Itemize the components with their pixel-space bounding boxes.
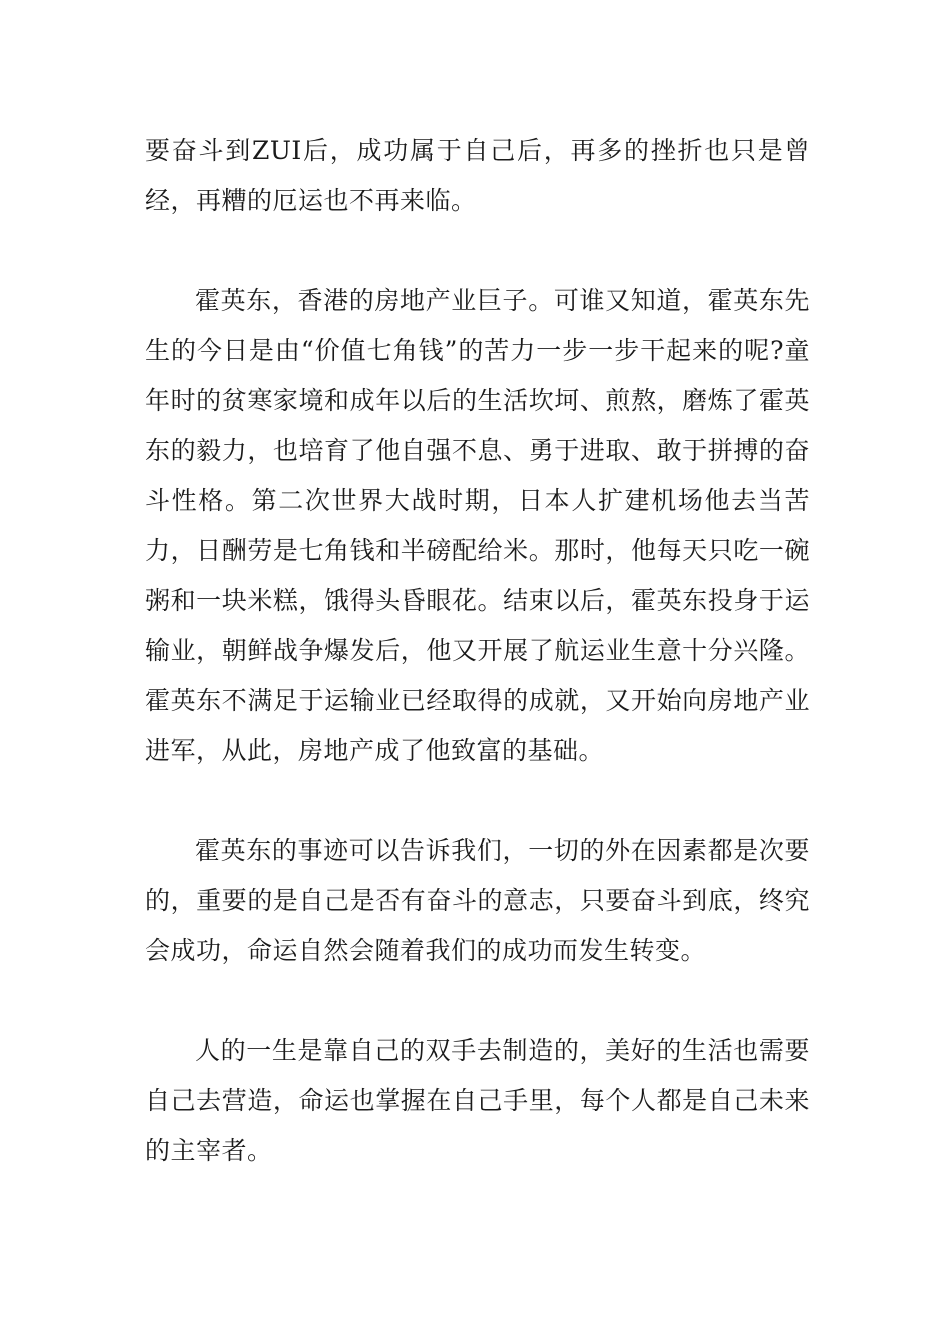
paragraph-4: 人的一生是靠自己的双手去制造的，美好的生活也需要自己去营造，命运也掌握在自己手里，每个人都是自己未来的主宰者。 [145,1036,810,1165]
paragraph-3: 霍英东的事迹可以告诉我们，一切的外在因素都是次要的，重要的是自己是否有奋斗的意志，只要奋斗到底，终究会成功，命运自然会随着我们的成功而发生转变。 [145,836,810,965]
paragraph-1: 要奋斗到ZUI后，成功属于自己后，再多的挫折也只是曾经，再糟的厄运也不再来临。 [145,136,810,215]
document-body [145,126,810,1176]
paragraph-2: 霍英东，香港的房地产业巨子。可谁又知道，霍英东先生的今日是由“价值七角钱”的苦力一步一步干起来的呢?童年时的贫寒家境和成年以后的生活坎坷、煎熬，磨炼了霍英东的毅力，也培育了他自强不息、勇于进取、敢于拼搏的奋斗性格。第二次世界大战时期，日本人扩建机场他去当苦力，日酬劳是七角钱和半磅配给米。那时，他每天只吃一碗粥和一块米糕，饿得头昏眼花。结束以后，霍英东投身于运输业，朝鲜战争爆发后，他又开展了航运业生意十分兴隆。霍英东不满足于运输业已经取得的成就，又开始向房地产业进军，从此，房地产成了他致富的基础。 [145,286,810,765]
